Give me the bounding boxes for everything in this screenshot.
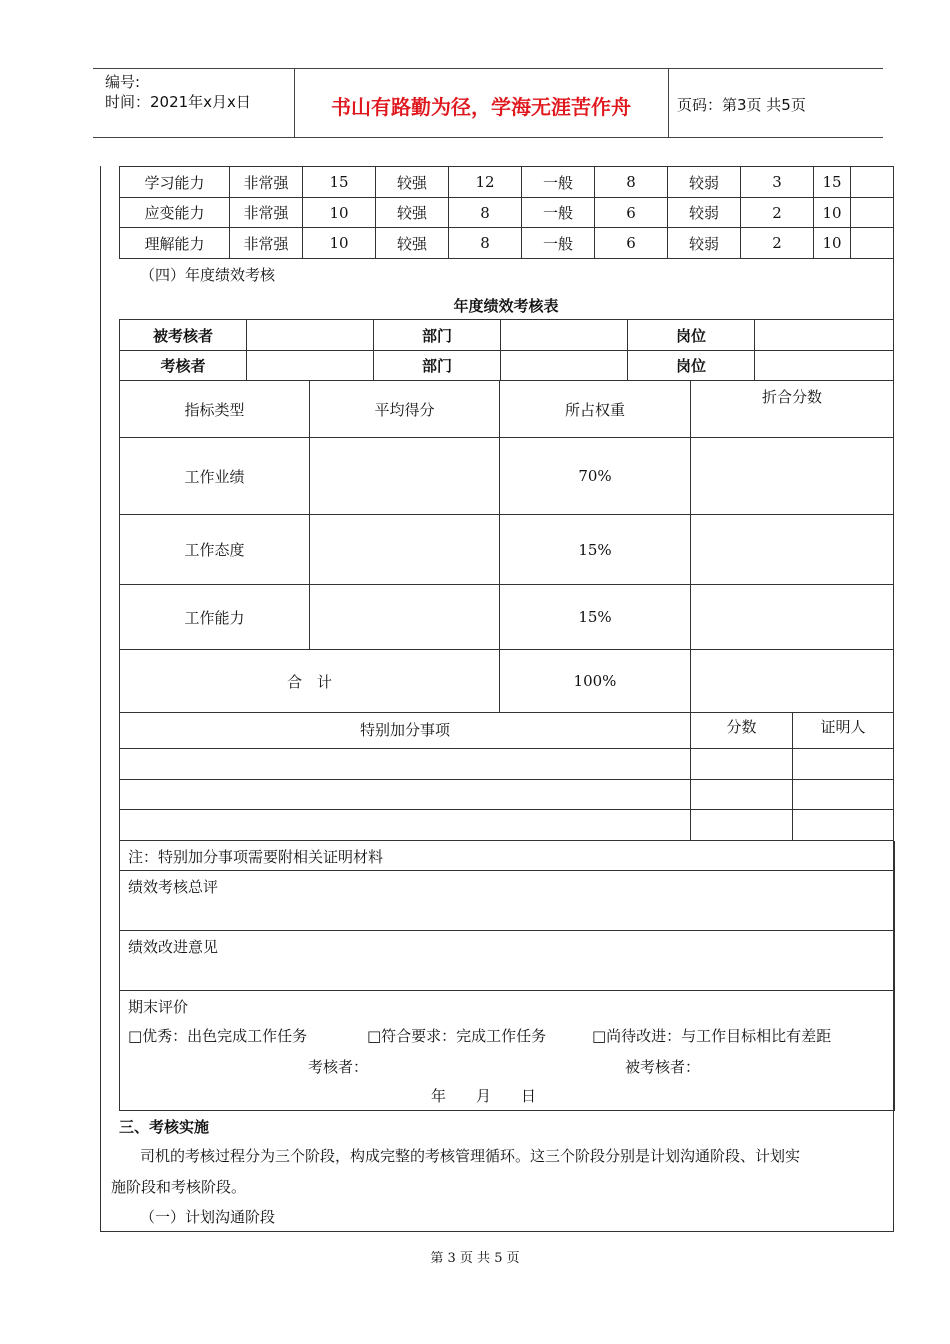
bonus-witness-cell[interactable] — [793, 810, 894, 841]
table-row — [120, 198, 894, 228]
ability-cell-l2: 较强 — [376, 167, 449, 198]
col-avg-header: 平均得分 — [310, 381, 500, 438]
ability-empty-cell[interactable] — [851, 167, 894, 198]
table-row — [120, 228, 894, 259]
table-row — [120, 515, 894, 585]
frame-bottom-border — [100, 1231, 894, 1232]
option-improve[interactable]: □尚待改进：与工作目标相比有差距 — [592, 1027, 832, 1045]
table-row — [120, 438, 894, 515]
row-avg-cell[interactable] — [310, 438, 500, 515]
page-number-label: 页码：第3页 共5页 — [677, 96, 806, 114]
ability-cell-v2: 8 — [449, 228, 522, 259]
section3-paragraph-line1: 司机的考核过程分为三个阶段，构成完整的考核管理循环。这三个阶段分别是计划沟通阶段、计划实 — [140, 1147, 801, 1165]
col-type-header: 指标类型 — [120, 381, 310, 438]
row-weight: 15% — [500, 515, 691, 585]
time-label: 时间：2021年x月x日 — [105, 93, 251, 111]
assessor-value[interactable] — [247, 351, 374, 381]
row-avg-cell[interactable] — [310, 515, 500, 585]
ability-empty-cell[interactable] — [851, 228, 894, 259]
assessee-position-value[interactable] — [755, 320, 894, 351]
total-row — [120, 650, 894, 713]
page-footer: 第 3 页 共 5 页 — [430, 1251, 520, 1266]
improvement-label: 绩效改进意见 — [128, 938, 219, 956]
table-row — [120, 167, 894, 198]
score-table — [119, 380, 894, 841]
department-label: 部门 — [374, 320, 501, 351]
ability-empty-cell[interactable] — [851, 198, 894, 228]
ability-cell-l4: 较弱 — [668, 167, 741, 198]
ability-cell-v4: 2 — [741, 198, 814, 228]
ability-cell-l1: 非常强 — [230, 167, 303, 198]
bonus-item-cell[interactable] — [120, 749, 691, 780]
ability-cell-l3: 一般 — [522, 228, 595, 259]
ability-cell-v1: 10 — [303, 228, 376, 259]
row-score-cell[interactable] — [691, 438, 894, 515]
bonus-row — [120, 780, 894, 810]
ability-cell-v4: 3 — [741, 167, 814, 198]
assessee-label: 被考核者 — [120, 320, 247, 351]
bonus-item-cell[interactable] — [120, 780, 691, 810]
row-weight: 70% — [500, 438, 691, 515]
improvement-box[interactable] — [119, 931, 895, 991]
ability-cell-l4: 较弱 — [668, 198, 741, 228]
assessee-signature-label: 被考核者： — [625, 1058, 701, 1076]
ability-cell-v3: 8 — [595, 167, 668, 198]
table-row — [120, 585, 894, 650]
header-motto: 书山有路勤为径，学海无涯苦作舟 — [331, 95, 631, 119]
assessor-position-value[interactable] — [755, 351, 894, 381]
col-weight-header: 所占权重 — [500, 381, 691, 438]
row-type: 工作态度 — [120, 515, 310, 585]
summary-box[interactable] — [119, 871, 895, 931]
ability-cell-l1: 非常强 — [230, 198, 303, 228]
bonus-witness-cell[interactable] — [793, 749, 894, 780]
ability-cell-v1: 10 — [303, 198, 376, 228]
ability-cell-name: 理解能力 — [120, 228, 230, 259]
col-score-header: 折合分数 — [691, 381, 894, 438]
bonus-row — [120, 810, 894, 841]
section3-title: 三、考核实施 — [119, 1118, 210, 1136]
bonus-item-cell[interactable] — [120, 810, 691, 841]
final-label: 期末评价 — [128, 998, 189, 1016]
bonus-witness-header: 证明人 — [793, 713, 894, 749]
total-weight: 100% — [500, 650, 691, 713]
ability-cell-l4: 较弱 — [668, 228, 741, 259]
bonus-score-header: 分数 — [691, 713, 793, 749]
bonus-witness-cell[interactable] — [793, 780, 894, 810]
department-label: 部门 — [374, 351, 501, 381]
bonus-row — [120, 749, 894, 780]
row-score-cell[interactable] — [691, 585, 894, 650]
row-score-cell[interactable] — [691, 515, 894, 585]
assessor-label: 考核者 — [120, 351, 247, 381]
ability-cell-name: 学习能力 — [120, 167, 230, 198]
ability-cell-name: 应变能力 — [120, 198, 230, 228]
row-avg-cell[interactable] — [310, 585, 500, 650]
ability-cell-l2: 较强 — [376, 228, 449, 259]
note-text: 注：特别加分事项需要附相关证明材料 — [128, 848, 384, 866]
assessee-value[interactable] — [247, 320, 374, 351]
bonus-score-cell[interactable] — [691, 780, 793, 810]
final-evaluation-box — [119, 991, 895, 1111]
bonus-score-cell[interactable] — [691, 749, 793, 780]
ability-cell-l3: 一般 — [522, 198, 595, 228]
frame-left-border — [100, 166, 101, 1231]
total-label: 合 计 — [120, 650, 500, 713]
header-meta — [105, 72, 251, 112]
summary-label: 绩效考核总评 — [128, 878, 219, 896]
position-label: 岗位 — [628, 320, 755, 351]
ability-cell-total: 10 — [814, 198, 851, 228]
option-excellent[interactable]: □优秀：出色完成工作任务 — [128, 1027, 308, 1045]
bonus-label: 特别加分事项 — [120, 713, 691, 749]
ability-score-table — [119, 166, 894, 259]
ability-cell-v2: 12 — [449, 167, 522, 198]
ability-cell-total: 15 — [814, 167, 851, 198]
row-weight: 15% — [500, 585, 691, 650]
ability-cell-l3: 一般 — [522, 167, 595, 198]
bonus-score-cell[interactable] — [691, 810, 793, 841]
row-type: 工作业绩 — [120, 438, 310, 515]
date-line: 年 月 日 — [431, 1087, 537, 1105]
ability-cell-v1: 15 — [303, 167, 376, 198]
subsection1-title: （一）计划沟通阶段 — [140, 1208, 276, 1226]
position-label: 岗位 — [628, 351, 755, 381]
ability-cell-total: 10 — [814, 228, 851, 259]
ability-cell-l1: 非常强 — [230, 228, 303, 259]
section4-title: （四）年度绩效考核 — [140, 266, 276, 284]
option-meets[interactable]: □符合要求：完成工作任务 — [367, 1027, 547, 1045]
note-box — [119, 841, 895, 871]
section3-paragraph-line2: 施阶段和考核阶段。 — [111, 1178, 247, 1196]
ability-cell-l2: 较强 — [376, 198, 449, 228]
row-type: 工作能力 — [120, 585, 310, 650]
header-divider — [668, 69, 669, 137]
code-label: 编号: — [105, 73, 141, 91]
assessee-department-value[interactable] — [501, 320, 628, 351]
people-table — [119, 319, 894, 381]
ability-cell-v3: 6 — [595, 198, 668, 228]
total-score-cell[interactable] — [691, 650, 894, 713]
assessor-signature-label: 考核者： — [308, 1058, 369, 1076]
ability-cell-v4: 2 — [741, 228, 814, 259]
annual-table-title: 年度绩效考核表 — [453, 297, 559, 315]
bonus-header-row — [120, 713, 894, 749]
ability-cell-v3: 6 — [595, 228, 668, 259]
ability-cell-v2: 8 — [449, 198, 522, 228]
assessor-department-value[interactable] — [501, 351, 628, 381]
page-header — [93, 68, 883, 138]
